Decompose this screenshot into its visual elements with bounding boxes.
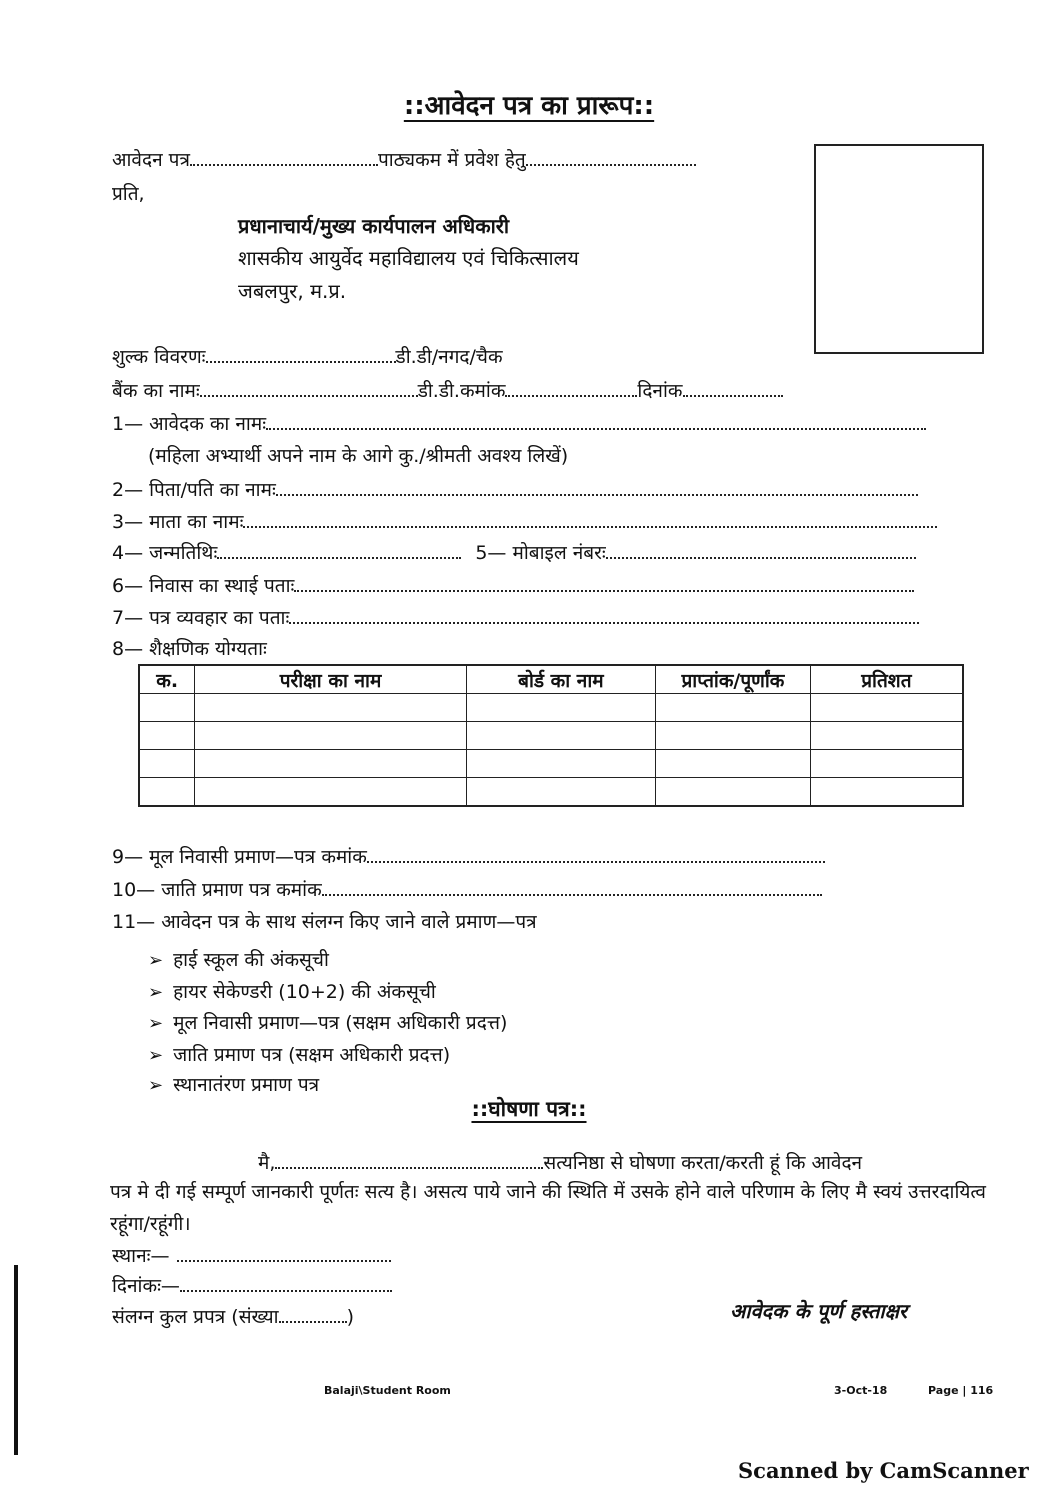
correspondence-address-blank[interactable] [289, 606, 919, 624]
dob-blank[interactable] [217, 541, 461, 559]
field-label: 2— पिता/पति का नामः [112, 479, 276, 501]
table-cell[interactable] [139, 750, 195, 778]
field-label: 6— निवास का स्थाई पताः [112, 575, 295, 597]
arrow-bullet-icon: ➢ [148, 1013, 164, 1034]
declaration-text-2: पत्र मे दी गई सम्पूर्ण जानकारी पूर्णतः सत्य है। असत्य पाये जाने की स्थिति में उसके होने वाले परिणाम के लिए मै स्वयं उत्तरदायित्व रहूंगा/रहूंगी। [110, 1181, 986, 1235]
fee-blank[interactable] [206, 345, 396, 363]
fee-line [112, 345, 503, 369]
mother-name-blank[interactable] [243, 510, 937, 528]
application-line [112, 148, 696, 172]
place-label: स्थानः— [112, 1245, 170, 1267]
enclosures-count-blank[interactable] [279, 1305, 347, 1323]
attachment-label: जाति प्रमाण पत्र (सक्षम अधिकारी प्रदत्त) [173, 1044, 451, 1066]
me-label: मै, [258, 1152, 276, 1174]
field-label: 9— मूल निवासी प्रमाण—पत्र कमांक [112, 846, 367, 868]
arrow-bullet-icon: ➢ [148, 950, 164, 971]
signature-label: आवेदक के पूर्ण हस्ताक्षर [730, 1299, 908, 1323]
field-caste [112, 878, 822, 902]
col-board-name: बोर्ड का नाम [466, 665, 655, 694]
domicile-blank[interactable] [367, 845, 825, 863]
attachment-label: स्थानातंरण प्रमाण पत्र [173, 1074, 320, 1096]
to-label: प्रति, [112, 183, 145, 205]
attachment-label: हायर सेकेण्डरी (10+2) की अंकसूची [173, 981, 436, 1003]
field-dob-mobile [112, 541, 916, 565]
field-label: 4— जन्मतिथिः [112, 542, 218, 564]
table-cell[interactable] [139, 722, 195, 750]
table-row [139, 778, 963, 807]
col-percentage: प्रतिशत [810, 665, 963, 694]
date-label: दिनांक [637, 380, 683, 402]
field-mother-name [112, 510, 937, 534]
addressee-line2: शासकीय आयुर्वेद महाविद्यालय एवं चिकित्सालय [238, 246, 579, 270]
arrow-bullet-icon: ➢ [148, 1075, 164, 1096]
col-marks: प्राप्तांक/पूर्णांक [656, 665, 811, 694]
footer-page: Page | 116 [928, 1384, 994, 1397]
table-cell[interactable] [656, 722, 811, 750]
enclosures-close: ) [346, 1306, 355, 1328]
col-exam-name: परीक्षा का नाम [195, 665, 466, 694]
table-cell[interactable] [810, 694, 963, 722]
table-cell[interactable] [195, 778, 466, 807]
field-label: 3— माता का नामः [112, 511, 244, 533]
table-cell[interactable] [810, 778, 963, 807]
applicant-name-blank[interactable] [266, 412, 926, 430]
mobile-blank[interactable] [606, 541, 916, 559]
field-attachments: 11— आवेदन पत्र के साथ संलग्न किए जाने वाले प्रमाण—पत्र [112, 911, 537, 933]
field-education: 8— शैक्षणिक योग्यताः [112, 638, 267, 660]
scan-edge-line [14, 1265, 18, 1455]
declaration-text-1: सत्यनिष्ठा से घोषणा करता/करती हूं कि आवेदन [543, 1152, 863, 1174]
table-cell[interactable] [466, 694, 655, 722]
course-blank-2[interactable] [526, 148, 696, 166]
field-correspondence-address [112, 606, 919, 630]
attachment-label: मूल निवासी प्रमाण—पत्र (सक्षम अधिकारी प्रदत्त) [173, 1012, 508, 1034]
fee-label: शुल्क विवरणः [112, 346, 206, 368]
field-label: 1— आवेदक का नामः [112, 413, 267, 435]
addressee-line1: प्रधानाचार्य/मुख्य कार्यपालन अधिकारी [238, 214, 510, 238]
declaration-date-label: दिनांकः— [112, 1275, 180, 1297]
enclosures-line [112, 1305, 354, 1329]
dd-number-blank[interactable] [505, 379, 637, 397]
table-cell[interactable] [656, 778, 811, 807]
course-name-blank[interactable] [190, 148, 378, 166]
enclosures-label: संलग्न कुल प्रपत्र (संख्या [112, 1306, 279, 1328]
attachment-item [148, 1011, 507, 1036]
bank-line [112, 379, 783, 403]
table-cell[interactable] [466, 722, 655, 750]
table-cell[interactable] [195, 694, 466, 722]
arrow-bullet-icon: ➢ [148, 1045, 164, 1066]
field-applicant-name [112, 412, 926, 436]
col-serial: क. [139, 665, 195, 694]
field-label: 10— जाति प्रमाण पत्र कमांक [112, 879, 322, 901]
table-cell[interactable] [656, 750, 811, 778]
attachment-item [148, 980, 436, 1005]
page-title: ::आवेदन पत्र का प्रारूप:: [403, 91, 655, 121]
scanner-watermark: Scanned by CamScanner [738, 1458, 1029, 1483]
field-label: 5— मोबाइल नंबरः [475, 542, 606, 564]
father-name-blank[interactable] [276, 478, 918, 496]
date-line [112, 1274, 392, 1298]
field-label: 7— पत्र व्यवहार का पताः [112, 607, 290, 629]
attachment-item [148, 1043, 450, 1068]
declarant-name-blank[interactable] [275, 1151, 543, 1169]
table-cell[interactable] [466, 750, 655, 778]
footer-left: Balaji\Student Room [324, 1384, 451, 1397]
table-cell[interactable] [195, 750, 466, 778]
table-cell[interactable] [195, 722, 466, 750]
declaration-date-blank[interactable] [180, 1274, 392, 1292]
date-blank[interactable] [683, 379, 783, 397]
addressee-line3: जबलपुर, म.प्र. [238, 279, 347, 303]
table-row [139, 694, 963, 722]
bank-blank[interactable] [200, 379, 418, 397]
table-cell[interactable] [656, 694, 811, 722]
qualification-table [138, 664, 964, 807]
table-row [139, 722, 963, 750]
applicant-name-note: (महिला अभ्यार्थी अपने नाम के आगे कु./श्रीमती अवश्य लिखें) [148, 445, 569, 467]
dd-number-label: डी.डी.कमांक [417, 380, 506, 402]
application-prefix: आवेदन पत्र [112, 149, 190, 171]
footer-date: 3-Oct-18 [834, 1384, 888, 1397]
field-domicile [112, 845, 825, 869]
field-father-name [112, 478, 918, 502]
course-label: पाठ्यकम में प्रवेश हेतु [377, 149, 526, 171]
attachment-label: हाई स्कूल की अंकसूची [173, 949, 329, 971]
table-cell[interactable] [139, 694, 195, 722]
permanent-address-blank[interactable] [294, 574, 914, 592]
table-row [139, 750, 963, 778]
table-cell[interactable] [139, 778, 195, 807]
place-blank[interactable] [177, 1244, 391, 1262]
table-cell[interactable] [810, 750, 963, 778]
caste-blank[interactable] [322, 878, 822, 896]
attachment-item [148, 948, 329, 973]
fee-options: डी.डी/नगद/चैक [395, 346, 503, 368]
field-permanent-address [112, 574, 914, 598]
declaration-first-line [258, 1151, 862, 1175]
table-cell[interactable] [466, 778, 655, 807]
table-cell[interactable] [810, 722, 963, 750]
place-line [112, 1244, 391, 1268]
table-header-row [139, 665, 963, 694]
arrow-bullet-icon: ➢ [148, 982, 164, 1003]
bank-label: बैंक का नामः [112, 380, 200, 402]
declaration-heading: ::घोषणा पत्र:: [471, 1097, 587, 1121]
photo-box [814, 144, 984, 354]
